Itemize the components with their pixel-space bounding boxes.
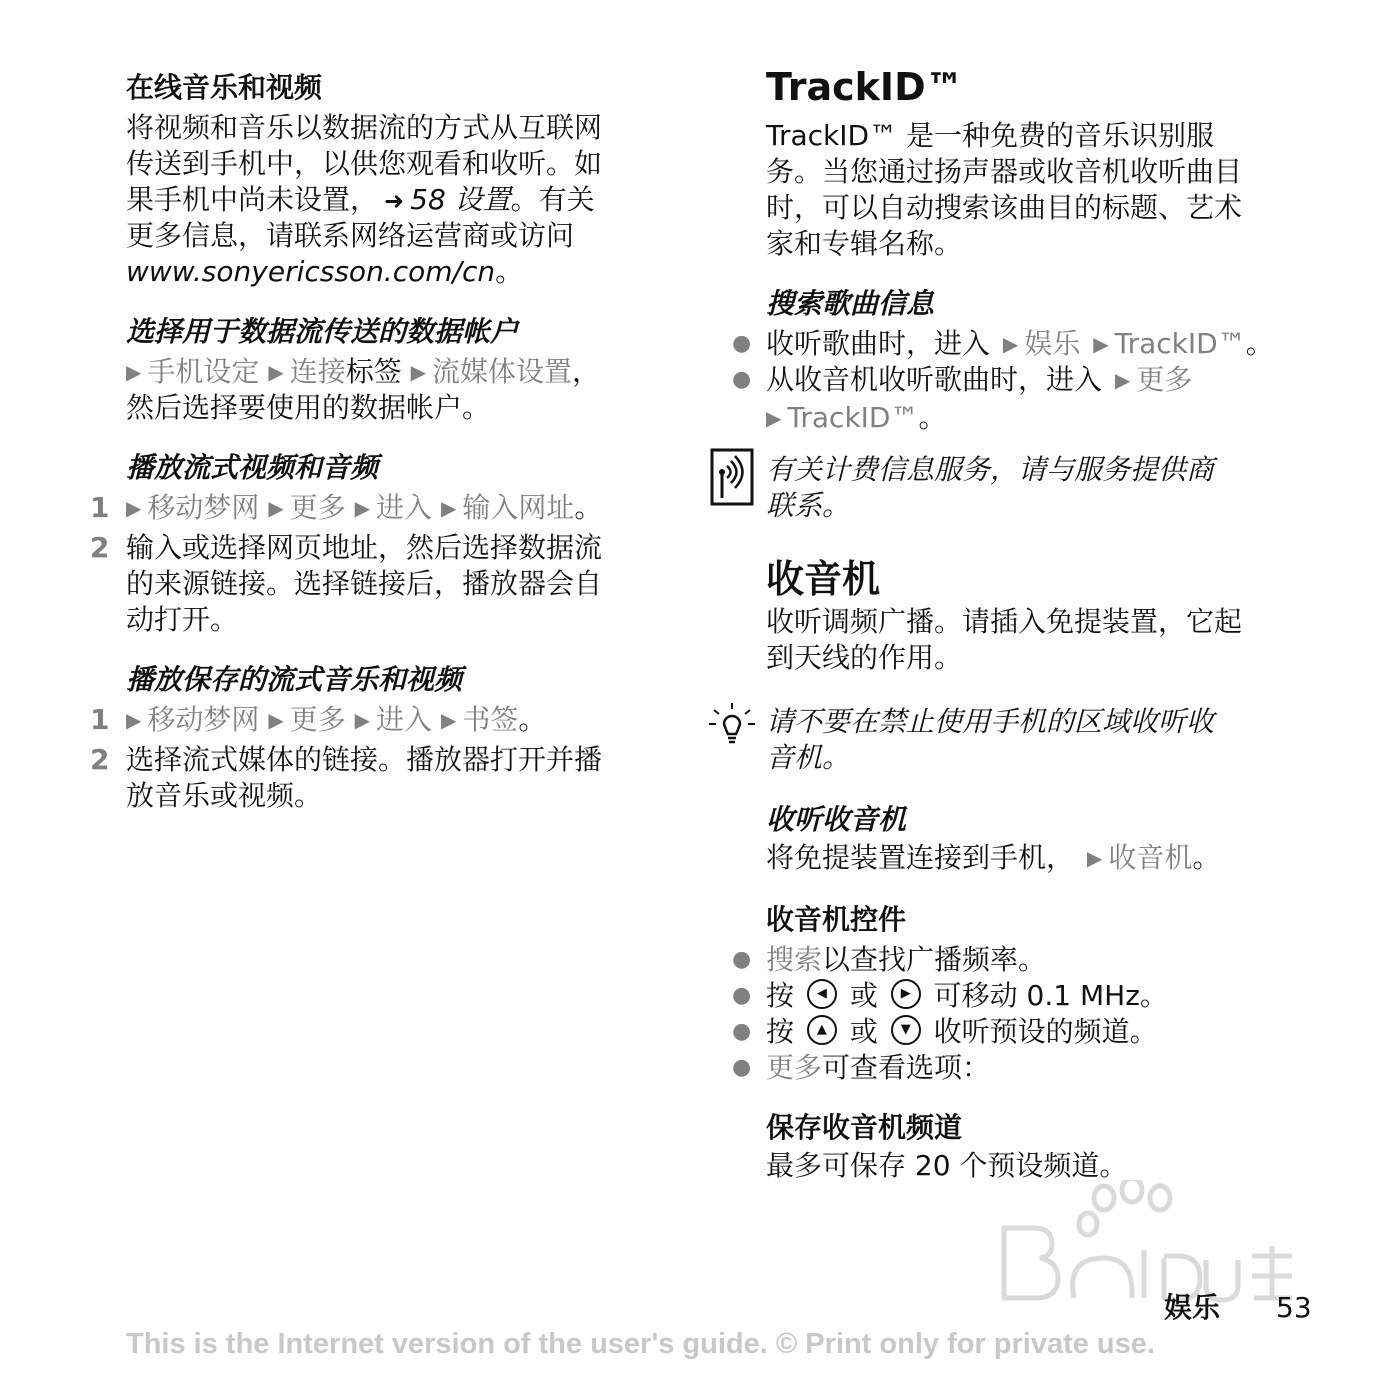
paragraph-text: 。有关 — [510, 183, 595, 216]
operator-service-icon — [710, 448, 754, 506]
section-title-play-saved: 播放保存的流式音乐和视频 — [126, 663, 463, 696]
footer-disclaimer: This is the Internet version of the user's guide. © Print only for private use. — [126, 1328, 1155, 1360]
paragraph-line: 传送到手机中，以供您观看和收听。如 — [126, 147, 603, 180]
paragraph-line — [126, 182, 595, 219]
menu-item[interactable]: 更多 — [289, 703, 346, 736]
bullet-dot: ● — [732, 1019, 752, 1044]
nav-key-up-icon: ▲ — [807, 1015, 837, 1045]
paragraph-line: 最多可保存 20 个预设频道。 — [766, 1149, 1128, 1182]
lightbulb-tip-icon — [708, 702, 756, 746]
tip-line: 音机。 — [766, 741, 851, 774]
section-title-listen-radio: 收听收音机 — [766, 803, 907, 836]
nav-arrow-icon: ▶ — [440, 708, 457, 732]
step-number: 1 — [90, 703, 110, 736]
step-1 — [90, 702, 547, 740]
paragraph-line: 务。当您通过扬声器或收音机收听曲目 — [766, 155, 1243, 188]
nav-key-down-icon: ▼ — [891, 1015, 921, 1045]
menu-item[interactable]: 收音机 — [1108, 841, 1193, 874]
punctuation: 。 — [574, 491, 603, 524]
menu-item[interactable]: TrackID™ — [1114, 327, 1246, 360]
paragraph-line: 将视频和音乐以数据流的方式从互联网 — [126, 111, 603, 144]
paragraph-line: 时，可以自动搜索该曲目的标题、艺术 — [766, 191, 1243, 224]
paragraph-line: 然后选择要使用的数据帐户。 — [126, 391, 491, 424]
menu-item[interactable]: 手机设定 — [147, 355, 260, 388]
bullet-dot: ● — [732, 1055, 752, 1080]
nav-arrow-icon: ▶ — [1086, 846, 1103, 870]
chapter-name: 娱乐 — [1164, 1291, 1221, 1324]
paragraph-text: 。 — [495, 255, 524, 288]
nav-path — [126, 354, 600, 392]
page-number: 53 — [1276, 1291, 1312, 1324]
punctuation: 。 — [518, 703, 547, 736]
nav-arrow-icon: ▶ — [268, 496, 284, 520]
paragraph-text: 从收音机收听歌曲时，进入 — [766, 363, 1103, 396]
paragraph-text: 收听歌曲时，进入 — [766, 327, 991, 360]
nav-arrow-icon: ▶ — [1114, 368, 1131, 392]
menu-item[interactable]: 输入网址 — [462, 491, 575, 524]
bullet-item — [732, 942, 1047, 978]
paragraph-line — [126, 254, 523, 290]
bullet-item — [732, 1050, 991, 1086]
menu-item[interactable]: 搜索 — [766, 943, 823, 976]
bullet-dot: ● — [732, 367, 752, 392]
nav-arrow-icon: ▶ — [766, 406, 782, 430]
step-1 — [90, 490, 603, 528]
paragraph-line: 动打开。 — [126, 603, 239, 636]
bullet-item — [732, 326, 1274, 364]
section-title-save-channels: 保存收音机频道 — [766, 1111, 963, 1144]
paragraph-text: 或 — [849, 979, 878, 1012]
tab-word: 标签 — [345, 355, 402, 388]
bullet-dot: ● — [732, 947, 752, 972]
step-2 — [90, 530, 603, 638]
paragraph-text: 或 — [849, 1015, 878, 1048]
step-number: 2 — [90, 531, 110, 564]
nav-arrow-icon: ▶ — [268, 360, 284, 384]
paragraph-line — [766, 840, 1220, 878]
menu-item[interactable]: 连接 — [289, 355, 346, 388]
nav-arrow-icon: ▶ — [354, 708, 371, 732]
paragraph-text: 按 — [766, 1015, 795, 1048]
bullet-dot: ● — [732, 331, 752, 356]
section-title-online-media: 在线音乐和视频 — [126, 71, 323, 104]
bullet-item — [732, 362, 1193, 438]
note-line: 有关计费信息服务，请与服务提供商 — [766, 453, 1215, 486]
paragraph-text: 以查找广播频率。 — [822, 943, 1047, 976]
section-title-radio-controls: 收音机控件 — [766, 903, 907, 936]
menu-item[interactable]: 进入 — [376, 703, 433, 736]
page-reference[interactable]: 58 设置 — [410, 183, 511, 216]
menu-item[interactable]: 更多 — [1136, 363, 1193, 396]
menu-item[interactable]: 更多 — [766, 1051, 823, 1084]
menu-item[interactable]: 移动梦网 — [147, 491, 260, 524]
menu-item[interactable]: 进入 — [376, 491, 433, 524]
paragraph-text: 收听预设的频道。 — [933, 1015, 1158, 1048]
punctuation: 。 — [918, 401, 947, 434]
paragraph-text: 果手机中尚未设置， — [126, 183, 379, 216]
paragraph-line: TrackID™ 是一种免费的音乐识别服 — [766, 119, 1214, 152]
nav-arrow-icon: ▶ — [126, 708, 142, 732]
section-title-search-song: 搜索歌曲信息 — [766, 287, 935, 320]
menu-item[interactable]: TrackID™ — [787, 401, 919, 434]
nav-arrow-icon: ▶ — [268, 708, 284, 732]
paragraph-line: 输入或选择网页地址，然后选择数据流 — [126, 531, 603, 564]
baidu-jingyan-watermark-logo — [984, 1180, 1314, 1330]
paragraph-line: 家和专辑名称。 — [766, 227, 963, 260]
bullet-item — [732, 1014, 1158, 1050]
nav-key-left-icon: ◀ — [807, 979, 837, 1009]
paragraph-text: 可移动 0.1 MHz。 — [933, 979, 1168, 1012]
website-link[interactable]: www.sonyericsson.com/cn — [126, 255, 496, 288]
step-number: 2 — [90, 743, 110, 776]
step-number: 1 — [90, 491, 110, 524]
paragraph-line: 放音乐或视频。 — [126, 779, 323, 812]
menu-item[interactable]: 书签 — [462, 703, 519, 736]
section-title-trackid: TrackID™ — [766, 65, 964, 109]
nav-arrow-icon: ▶ — [440, 496, 457, 520]
bullet-dot: ● — [732, 983, 752, 1008]
reference-arrow-icon: ➜ — [384, 187, 405, 215]
menu-item[interactable]: 娱乐 — [1024, 327, 1081, 360]
nav-arrow-icon: ▶ — [126, 496, 142, 520]
note-line: 联系。 — [766, 489, 851, 522]
menu-item[interactable]: 流媒体设置 — [432, 355, 573, 388]
punctuation: 。 — [1245, 327, 1274, 360]
menu-item[interactable]: 移动梦网 — [147, 703, 260, 736]
punctuation: 。 — [1192, 841, 1221, 874]
section-title-data-account: 选择用于数据流传送的数据帐户 — [126, 315, 519, 348]
nav-arrow-icon: ▶ — [1093, 332, 1109, 356]
nav-key-right-icon: ▶ — [891, 979, 921, 1009]
step-2 — [90, 742, 603, 814]
section-title-radio: 收音机 — [766, 557, 881, 601]
menu-item[interactable]: 更多 — [289, 491, 346, 524]
section-title-play-streaming: 播放流式视频和音频 — [126, 451, 379, 484]
paragraph-text: 可查看选项： — [822, 1051, 991, 1084]
paragraph-text: 将免提装置连接到手机， — [766, 841, 1075, 874]
nav-arrow-icon: ▶ — [410, 360, 427, 384]
paragraph-line: 到天线的作用。 — [766, 641, 963, 674]
paragraph-text: 按 — [766, 979, 795, 1012]
punctuation: ， — [572, 355, 601, 388]
paragraph-line: 收听调频广播。请插入免提装置，它起 — [766, 605, 1243, 638]
nav-arrow-icon: ▶ — [1002, 332, 1019, 356]
bullet-item — [732, 978, 1168, 1014]
nav-arrow-icon: ▶ — [354, 496, 371, 520]
nav-arrow-icon: ▶ — [126, 360, 142, 384]
paragraph-line: 选择流式媒体的链接。播放器打开并播 — [126, 743, 603, 776]
tip-line: 请不要在禁止使用手机的区域收听收 — [766, 705, 1215, 738]
paragraph-line: 更多信息，请联系网络运营商或访问 — [126, 219, 575, 252]
paragraph-line: 的来源链接。选择链接后，播放器会自 — [126, 567, 603, 600]
